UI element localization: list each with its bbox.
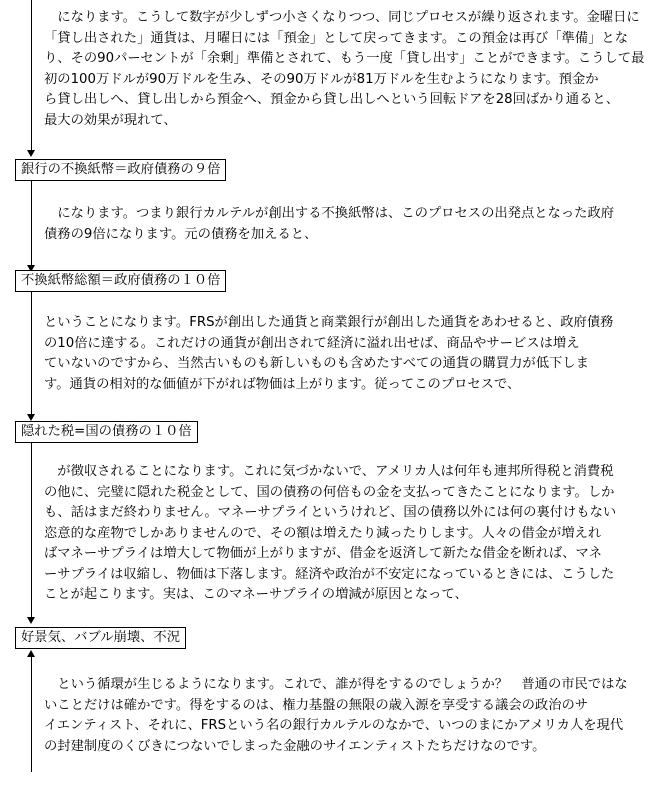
paragraph-4: が徴収されることになります。これに気づかないで、アメリカ人は何年も連邦所得税と消費税 の他に、完璧に隠れた税金として、国の債務の何倍もの金を支払ってきたことになります。しか も、話はまだ終わりません。マネーサプライというけれど、国の債務以外には何の裏付けもない 恣意的な産物でしかありませんので、その額は増えたり減ったりします。人々の借金が増えれ ばマネーサプライは増大して物価が上がりますが、借金を返済して新たな借金を断れば、マネ ーサプライは収縮し、物価は下落します。経済や政治が不安定になっているときには、こうした ことが起こります。実は、このマネーサプライの増減が原因となって、 bbox=[44, 464, 617, 602]
flow-line-2 bbox=[31, 181, 32, 265]
flow-box-total-currency: 不換紙幣総額＝政府債務の１０倍 bbox=[15, 270, 226, 292]
arrow-down-icon bbox=[27, 617, 35, 624]
flow-box-hidden-tax: 隠れた税=国の債務の１０倍 bbox=[15, 421, 198, 443]
paragraph-3: ということになります。FRSが創出した通貨と商業銀行が創出した通貨をあわせると、政府債務 の10倍に達する。これだけの通貨が創出されて経済に溢れ出せば、商品やサービスは増え ていないのですから、当然古いものも新しいものも含めたすべての通貨の購買力が低下しま す。通貨の相対的な価値が下がれば物価は上がります。従ってこのプロセスで、 bbox=[44, 315, 614, 392]
arrow-up-icon bbox=[27, 650, 35, 657]
arrow-down-icon bbox=[27, 414, 35, 421]
paragraph-5: という循環が生じるようになります。これで、誰が得をするのでしょうか？ 普通の市民ではな いことだけは確かです。得をするのは、権力基盤の無限の歳入源を享受する議会の政治のサ イエンティスト、それに、FRSという名の銀行カルテルのなかで、いつのまにかアメリカ人を現代 の封建制度のくびきにつないでしまった金融のサイエンティストたちだけなのです。 bbox=[44, 677, 628, 754]
flow-line-5 bbox=[31, 657, 32, 772]
flow-line-1 bbox=[31, 0, 32, 150]
flow-line-3 bbox=[31, 291, 32, 414]
arrow-down-icon bbox=[27, 150, 35, 157]
flow-line-4 bbox=[31, 443, 32, 617]
flow-box-bank-currency: 銀行の不換紙幣＝政府債務の９倍 bbox=[15, 159, 226, 181]
paragraph-1: になります。こうして数字が少しずつ小さくなりつつ、同じプロセスが繰り返されます。金曜日に 「貸し出された」通貨は、月曜日には「預金」として戻ってきます。この預金は再び「準備」とな り、その90パーセントが「余剰」準備とされて、もう一度「貸し出す」ことができます。こうして最 初の100万ドルが90万ドルを生み、その90万ドルが81万ドルを生むようになります。預金か ら貸し出しへ、貸し出しから預金へ、預金から貸し出しへという回転ドアを28回ばかり通ると、 最大の効果が現れて、 bbox=[44, 10, 645, 128]
paragraph-2: になります。つまり銀行カルテルが創出する不換紙幣は、このプロセスの出発点となった政府 債務の9倍になります。元の債務を加えると、 bbox=[44, 206, 615, 242]
flow-box-business-cycle: 好景気、バブル崩壊、不況 bbox=[15, 627, 186, 649]
